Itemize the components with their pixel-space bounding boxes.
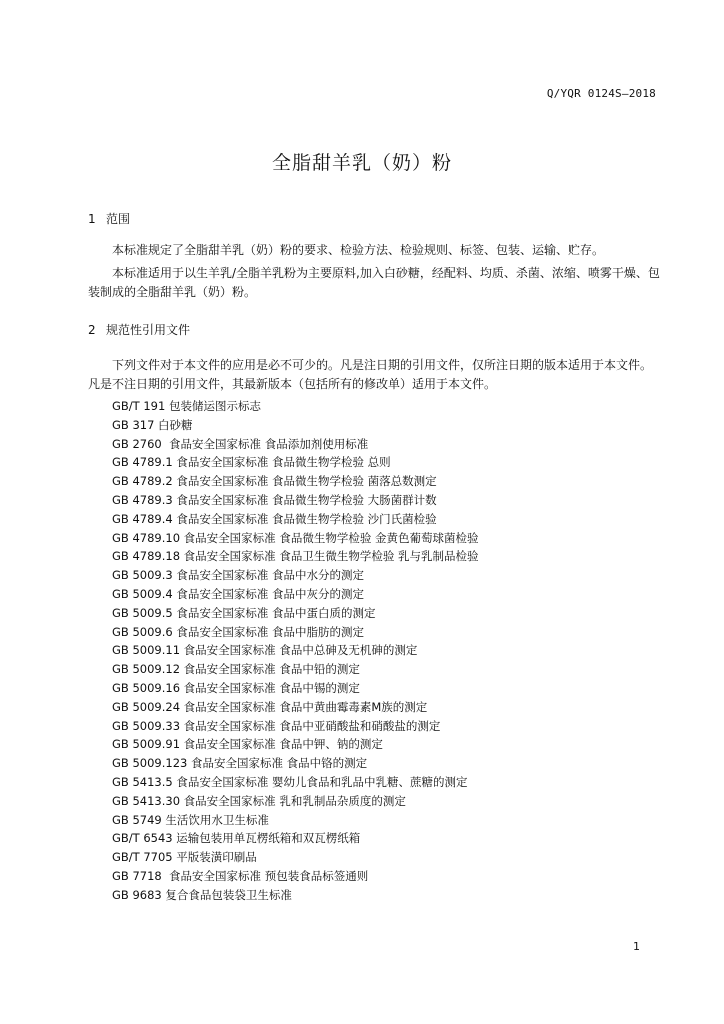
list-item: GB/T 6543 运输包装用单瓦楞纸箱和双瓦楞纸箱 xyxy=(112,831,361,846)
list-item: GB 4789.3 食品安全国家标准 食品微生物学检验 大肠菌群计数 xyxy=(112,492,437,507)
document-code: Q/YQR 0124S—2018 xyxy=(546,87,656,100)
references-intro-paragraph: 下列文件对于本文件的应用是必不可少的。凡是注日期的引用文件，仅所注日期的版本适用于本文件。凡是不注日期的引用文件，其最新版本（包括所有的修改单）适用于本文件。 xyxy=(88,358,653,391)
list-item: GB 2760 食品安全国家标准 食品添加剂使用标准 xyxy=(112,436,369,451)
section-heading-scope xyxy=(88,210,130,227)
list-item: GB 4789.10 食品安全国家标准 食品微生物学检验 金黄色葡萄球菌检验 xyxy=(112,530,479,545)
list-item: GB 5009.11 食品安全国家标准 食品中总砷及无机砷的测定 xyxy=(112,643,418,658)
list-item: GB 5009.12 食品安全国家标准 食品中铅的测定 xyxy=(112,662,360,677)
section-heading-normative-references xyxy=(88,321,190,338)
section-title: 范围 xyxy=(106,212,131,226)
list-item: GB 5413.30 食品安全国家标准 乳和乳制品杂质度的测定 xyxy=(112,793,406,808)
reference-list xyxy=(112,397,478,905)
section-title: 规范性引用文件 xyxy=(106,323,191,337)
section-number: 1 xyxy=(88,212,96,226)
list-item: GB 5009.6 食品安全国家标准 食品中脂肪的测定 xyxy=(112,624,365,639)
list-item: GB 5009.91 食品安全国家标准 食品中钾、钠的测定 xyxy=(112,737,383,752)
list-item: GB 5009.24 食品安全国家标准 食品中黄曲霉毒素M族的测定 xyxy=(112,699,428,714)
list-item: GB 5749 生活饮用水卫生标准 xyxy=(112,812,269,827)
list-item: GB 4789.4 食品安全国家标准 食品微生物学检验 沙门氏菌检验 xyxy=(112,511,437,526)
list-item: GB 5009.33 食品安全国家标准 食品中亚硝酸盐和硝酸盐的测定 xyxy=(112,718,441,733)
list-item: GB 5009.3 食品安全国家标准 食品中水分的测定 xyxy=(112,568,365,583)
list-item: GB 5009.16 食品安全国家标准 食品中锡的测定 xyxy=(112,680,360,695)
page-number: 1 xyxy=(633,940,640,953)
scope-paragraph-1: 本标准规定了全脂甜羊乳（奶）粉的要求、检验方法、检验规则、标签、包装、运输、贮存。 xyxy=(112,243,605,257)
list-item: GB 4789.1 食品安全国家标准 食品微生物学检验 总则 xyxy=(112,455,391,470)
list-item: GB 4789.18 食品安全国家标准 食品卫生微生物学检验 乳与乳制品检验 xyxy=(112,549,479,564)
list-item: GB 5009.123 食品安全国家标准 食品中铬的测定 xyxy=(112,756,368,771)
list-item: GB 5009.4 食品安全国家标准 食品中灰分的测定 xyxy=(112,586,365,601)
list-item: GB 317 白砂糖 xyxy=(112,417,193,432)
list-item: GB 5009.5 食品安全国家标准 食品中蛋白质的测定 xyxy=(112,605,376,620)
list-item: GB 4789.2 食品安全国家标准 食品微生物学检验 菌落总数测定 xyxy=(112,474,437,489)
scope-paragraph-2: 本标准适用于以生羊乳/全脂羊乳粉为主要原料,加入白砂糖，经配料、均质、杀菌、浓缩、喷雾干燥、包装制成的全脂甜羊乳（奶）粉。 xyxy=(88,266,660,299)
section-number: 2 xyxy=(88,323,96,337)
list-item: GB 9683 复合食品包装袋卫生标准 xyxy=(112,887,292,902)
list-item: GB 5413.5 食品安全国家标准 婴幼儿食品和乳品中乳糖、蔗糖的测定 xyxy=(112,774,468,789)
list-item: GB 7718 食品安全国家标准 预包装食品标签通则 xyxy=(112,868,369,883)
document-title: 全脂甜羊乳（奶）粉 xyxy=(271,152,452,174)
list-item: GB/T 191 包装储运图示标志 xyxy=(112,399,261,413)
list-item: GB/T 7705 平版装潢印刷品 xyxy=(112,850,257,865)
